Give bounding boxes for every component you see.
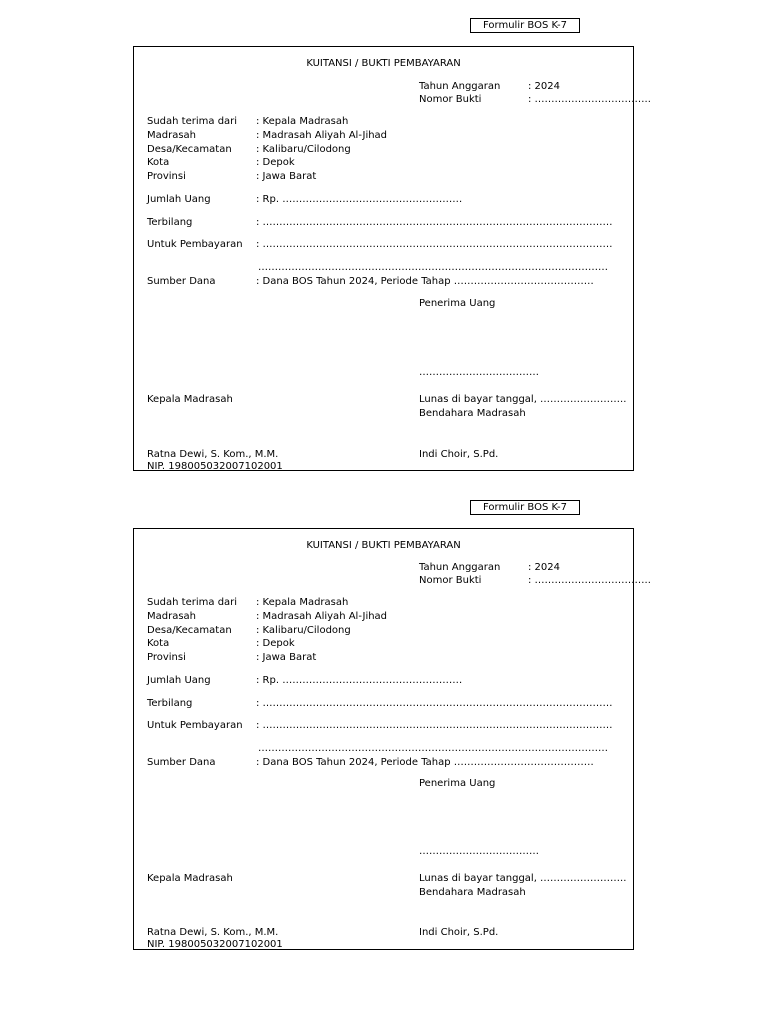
form-code-label: Formulir BOS K-7 [470,18,580,33]
jumlah-uang-label: Jumlah Uang [147,675,211,686]
jumlah-uang-value: : Rp. ……………………………………………… [256,675,463,686]
field-label: Desa/Kecamatan [147,144,232,155]
nomor-bukti-label: Nomor Bukti [419,94,482,105]
tahun-anggaran-label: Tahun Anggaran [419,81,501,92]
field-value: : Kalibaru/Cilodong [256,144,351,155]
penerima-signature-line: ……………………………… [419,846,539,857]
field-label: Provinsi [147,171,186,182]
field-value: : Kepala Madrasah [256,116,349,127]
nomor-bukti-value: : …………………………….. [528,94,651,105]
receipt-form-1 [0,18,768,498]
bendahara-name: Indi Choir, S.Pd. [419,927,499,938]
terbilang-label: Terbilang [147,698,193,709]
penerima-uang-label: Penerima Uang [419,778,496,789]
tahun-anggaran-value: : 2024 [528,81,560,92]
field-value: : Kalibaru/Cilodong [256,625,351,636]
untuk-pembayaran-line-2: …………………………………………………………………………………………… [258,262,608,273]
tahun-anggaran-label: Tahun Anggaran [419,562,501,573]
jumlah-uang-label: Jumlah Uang [147,194,211,205]
penerima-uang-label: Penerima Uang [419,298,496,309]
lunas-text: Lunas di bayar tanggal, …………………….. [419,873,627,884]
untuk-pembayaran-label: Untuk Pembayaran [147,720,243,731]
sumber-dana-value: : Dana BOS Tahun 2024, Periode Tahap …………………………………… [256,276,594,287]
field-label: Sudah terima dari [147,597,238,608]
kepala-nip: NIP. 198005032007102001 [147,461,283,472]
field-label: Kota [147,157,170,168]
kepala-name: Ratna Dewi, S. Kom., M.M. [147,449,279,460]
untuk-pembayaran-line-2: …………………………………………………………………………………………… [258,743,608,754]
untuk-pembayaran-value: : …………………………………………………………………………………………… [256,720,613,731]
bendahara-name: Indi Choir, S.Pd. [419,449,499,460]
receipt-title: KUITANSI / BUKTI PEMBAYARAN [306,58,461,69]
field-value: : Madrasah Aliyah Al-Jihad [256,611,388,622]
receipt-form-2 [0,500,768,980]
sumber-dana-value: : Dana BOS Tahun 2024, Periode Tahap …………………………………… [256,757,594,768]
terbilang-label: Terbilang [147,217,193,228]
field-label: Madrasah [147,611,197,622]
field-label: Kota [147,638,170,649]
jumlah-uang-value: : Rp. ……………………………………………… [256,194,463,205]
field-value: : Depok [256,157,295,168]
kepala-name: Ratna Dewi, S. Kom., M.M. [147,927,279,938]
field-label: Desa/Kecamatan [147,625,232,636]
tahun-anggaran-value: : 2024 [528,562,560,573]
bendahara-label: Bendahara Madrasah [419,408,526,419]
lunas-text: Lunas di bayar tanggal, …………………….. [419,394,627,405]
sumber-dana-label: Sumber Dana [147,757,216,768]
field-value: : Jawa Barat [256,171,317,182]
field-value: : Kepala Madrasah [256,597,349,608]
terbilang-value: : …………………………………………………………………………………………… [256,217,613,228]
kepala-nip: NIP. 198005032007102001 [147,939,283,950]
field-value: : Jawa Barat [256,652,317,663]
sumber-dana-label: Sumber Dana [147,276,216,287]
field-value: : Madrasah Aliyah Al-Jihad [256,130,388,141]
nomor-bukti-label: Nomor Bukti [419,575,482,586]
kepala-madrasah-label: Kepala Madrasah [147,873,233,884]
untuk-pembayaran-value: : …………………………………………………………………………………………… [256,239,613,250]
field-label: Sudah terima dari [147,116,238,127]
kepala-madrasah-label: Kepala Madrasah [147,394,233,405]
field-label: Provinsi [147,652,186,663]
field-label: Madrasah [147,130,197,141]
untuk-pembayaran-label: Untuk Pembayaran [147,239,243,250]
receipt-title: KUITANSI / BUKTI PEMBAYARAN [306,540,461,551]
terbilang-value: : …………………………………………………………………………………………… [256,698,613,709]
receipt-box [133,46,651,472]
receipt-box [133,528,651,950]
field-value: : Depok [256,638,295,649]
penerima-signature-line: ……………………………… [419,367,539,378]
form-code-label: Formulir BOS K-7 [470,500,580,515]
bendahara-label: Bendahara Madrasah [419,887,526,898]
nomor-bukti-value: : …………………………….. [528,575,651,586]
